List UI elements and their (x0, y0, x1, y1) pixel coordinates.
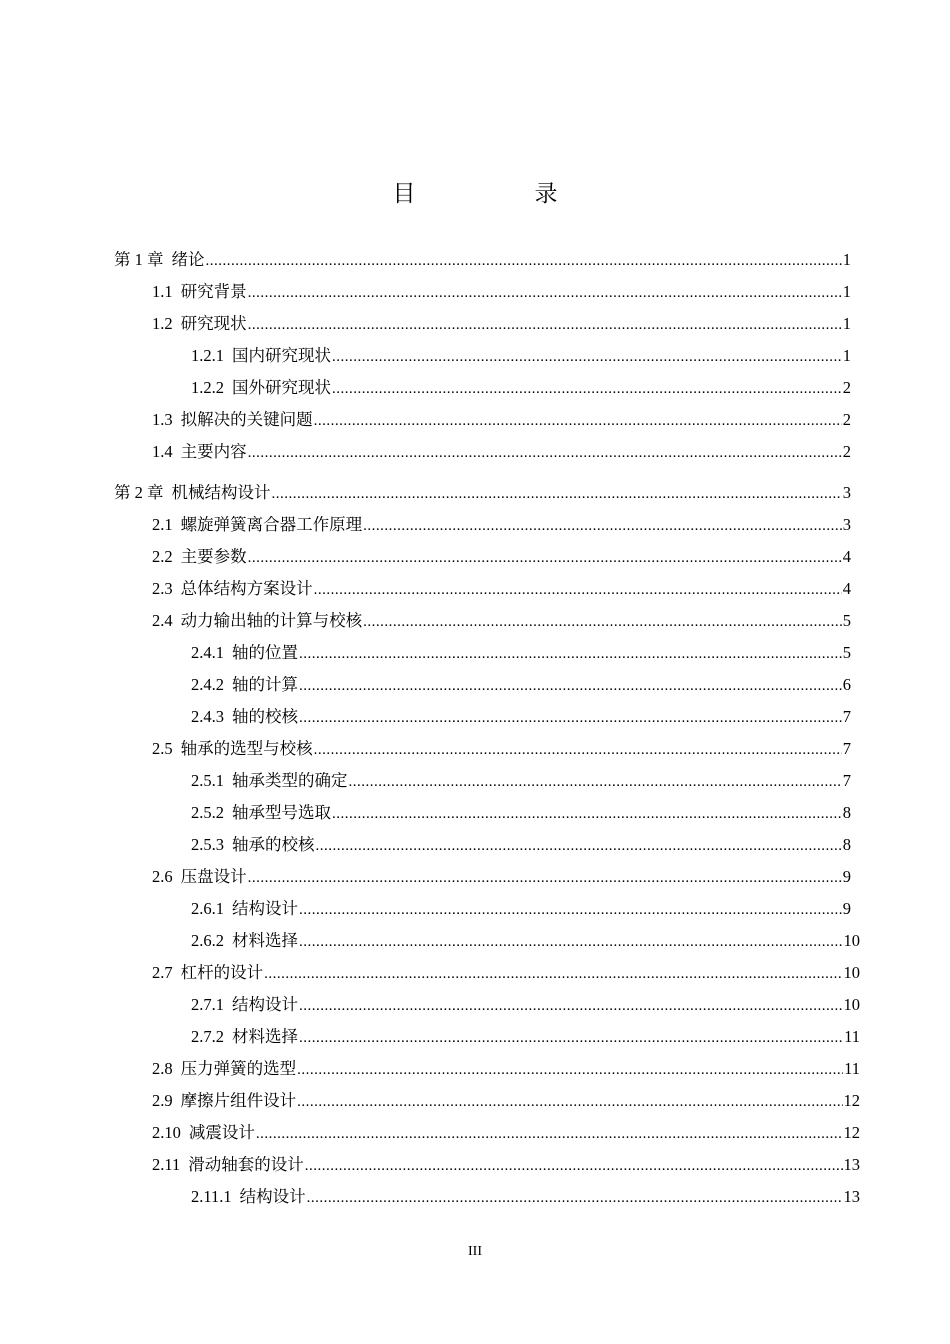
toc-leader-dots (305, 1151, 843, 1181)
toc-leader-dots (299, 991, 843, 1021)
page-footer-number: III (468, 1244, 482, 1259)
toc-leader-dots (248, 310, 842, 340)
toc-leader-dots (299, 1023, 843, 1053)
toc-entry-number: 2.7.1 (191, 995, 224, 1014)
toc-section-entry[interactable] (191, 340, 851, 372)
toc-entry-title: 结构设计 (232, 899, 298, 918)
toc-entry-title: 滑动轴套的设计 (188, 1155, 304, 1174)
toc-entry-number: 2.10 (152, 1123, 181, 1142)
toc-entry-page-number: 1 (842, 282, 851, 301)
toc-entry-title: 压盘设计 (180, 867, 247, 886)
toc-section-entry[interactable] (191, 765, 851, 797)
toc-entry-number: 1.2 (152, 314, 173, 333)
toc-entry-number: 2.11.1 (191, 1187, 232, 1206)
toc-leader-dots (349, 767, 842, 797)
toc-section-entry[interactable] (191, 989, 860, 1021)
toc-section-entry[interactable] (152, 436, 851, 468)
toc-leader-dots (248, 438, 842, 468)
toc-entry-number: 1.2.2 (191, 378, 224, 397)
toc-entry-page-number: 4 (842, 579, 851, 598)
toc-entry-number: 2.4.3 (191, 707, 224, 726)
toc-entry-number: 2.4.1 (191, 643, 224, 662)
toc-entry-page-number: 2 (842, 378, 851, 397)
toc-leader-dots (299, 927, 843, 957)
toc-entry-number: 1.3 (152, 410, 173, 429)
toc-entry-page-number: 3 (842, 515, 851, 534)
toc-entry-page-number: 5 (842, 611, 851, 630)
toc-entry-page-number: 11 (844, 1059, 860, 1078)
toc-entry-number: 2.3 (152, 579, 173, 598)
toc-section-entry[interactable] (191, 372, 851, 404)
toc-entry-title: 国外研究现状 (232, 378, 331, 397)
toc-section-entry[interactable] (191, 1021, 860, 1053)
toc-section-entry[interactable] (191, 701, 851, 733)
toc-entry-title: 国内研究现状 (232, 346, 331, 365)
toc-entry-title: 轴承型号选取 (232, 803, 331, 822)
toc-leader-dots (332, 799, 842, 829)
toc-section-entry[interactable] (152, 861, 851, 893)
toc-leader-dots (363, 607, 842, 637)
toc-chapter-entry[interactable] (114, 244, 851, 276)
toc-entry-title: 主要参数 (180, 547, 247, 566)
toc-leader-dots (332, 374, 842, 404)
toc-title: 目 录 (392, 181, 606, 206)
toc-entry-page-number: 1 (842, 314, 851, 333)
toc-section-entry[interactable] (152, 509, 851, 541)
toc-entry-page-number: 7 (842, 771, 851, 790)
toc-entry-title: 研究现状 (180, 314, 247, 333)
toc-entry-title: 研究背景 (180, 282, 247, 301)
toc-entry-page-number: 1 (842, 250, 851, 269)
toc-entry-number: 2.4.2 (191, 675, 224, 694)
toc-leader-dots (299, 671, 842, 701)
toc-section-entry[interactable] (191, 925, 860, 957)
toc-entry-number: 2.6 (152, 867, 173, 886)
toc-section-entry[interactable] (152, 276, 851, 308)
toc-entry-page-number: 5 (842, 643, 851, 662)
toc-section-entry[interactable] (152, 1149, 860, 1181)
toc-entry-title: 结构设计 (232, 995, 298, 1014)
toc-entry-page-number: 12 (843, 1091, 860, 1110)
toc-leader-dots (299, 895, 842, 925)
toc-leader-dots (264, 959, 842, 989)
toc-section-entry[interactable] (191, 637, 851, 669)
toc-entry-title: 压力弹簧的选型 (180, 1059, 297, 1078)
toc-leader-dots (299, 703, 842, 733)
toc-entry-number: 1.1 (152, 282, 173, 301)
toc-leader-dots (256, 1119, 843, 1149)
toc-entry-title: 杠杆的设计 (180, 963, 264, 982)
toc-leader-dots (314, 735, 842, 765)
toc-entry-page-number: 12 (843, 1123, 860, 1142)
toc-entry-number: 2.7.2 (191, 1027, 224, 1046)
toc-entry-number: 2.8 (152, 1059, 173, 1078)
toc-leader-dots (272, 479, 842, 509)
toc-section-entry[interactable] (152, 541, 851, 573)
toc-section-entry[interactable] (191, 893, 851, 925)
toc-entry-title: 总体结构方案设计 (180, 579, 313, 598)
toc-entry-title: 机械结构设计 (171, 483, 271, 502)
toc-entry-title: 轴承的选型与校核 (180, 739, 313, 758)
toc-entry-number: 2.6.2 (191, 931, 224, 950)
toc-section-entry[interactable] (191, 797, 851, 829)
toc-entry-page-number: 2 (842, 442, 851, 461)
toc-leader-dots (332, 342, 842, 372)
toc-leader-dots (248, 278, 842, 308)
toc-entry-title: 轴的计算 (232, 675, 298, 694)
toc-section-entry[interactable] (152, 733, 851, 765)
toc-leader-dots (316, 831, 842, 861)
toc-entry-number: 2.2 (152, 547, 173, 566)
toc-entry-title: 结构设计 (239, 1187, 306, 1206)
toc-entry-title: 主要内容 (180, 442, 247, 461)
toc-entry-title: 螺旋弹簧离合器工作原理 (180, 515, 363, 534)
toc-entry-title: 轴的校核 (232, 707, 298, 726)
toc-leader-dots (297, 1055, 843, 1085)
toc-entry-page-number: 13 (843, 1187, 860, 1206)
toc-leader-dots (297, 1087, 842, 1117)
toc-entry-page-number: 1 (842, 346, 851, 365)
toc-entry-page-number: 10 (843, 995, 860, 1014)
toc-entry-number: 2.1 (152, 515, 173, 534)
toc-entry-number: 2.6.1 (191, 899, 224, 918)
toc-entry-page-number: 7 (842, 707, 851, 726)
toc-entry-number: 2.5.1 (191, 771, 224, 790)
toc-entry-number: 2.9 (152, 1091, 173, 1110)
toc-leader-dots (299, 639, 842, 669)
toc-section-entry[interactable] (152, 605, 851, 637)
toc-section-entry[interactable] (191, 669, 851, 701)
toc-entry-title: 绪论 (171, 250, 205, 269)
toc-entry-page-number: 11 (844, 1027, 860, 1046)
toc-entry-number: 2.4 (152, 611, 173, 630)
toc-leader-dots (248, 863, 842, 893)
toc-entry-page-number: 13 (843, 1155, 860, 1174)
toc-leader-dots (206, 246, 842, 276)
toc-entry-title: 轴的位置 (232, 643, 298, 662)
toc-entry-number: 2.5.2 (191, 803, 224, 822)
toc-leader-dots (314, 406, 842, 436)
toc-section-entry[interactable] (152, 404, 851, 436)
toc-section-entry[interactable] (191, 829, 851, 861)
toc-section-entry[interactable] (152, 1053, 860, 1085)
toc-section-entry[interactable] (152, 1117, 860, 1149)
toc-leader-dots (248, 543, 842, 573)
toc-leader-dots (314, 575, 842, 605)
toc-entry-page-number: 2 (842, 410, 851, 429)
toc-section-entry[interactable] (191, 1181, 860, 1213)
toc-entry-page-number: 3 (842, 483, 851, 502)
toc-entry-title: 轴承类型的确定 (232, 771, 348, 790)
toc-entry-number: 2.7 (152, 963, 173, 982)
toc-section-entry[interactable] (152, 957, 860, 989)
toc-entry-page-number: 9 (842, 899, 851, 918)
toc-entry-number: 第 1 章 (114, 250, 164, 269)
toc-entry-number: 2.5 (152, 739, 173, 758)
toc-section-entry[interactable] (152, 1085, 860, 1117)
toc-section-entry[interactable] (152, 308, 851, 340)
toc-entry-page-number: 8 (842, 835, 851, 854)
toc-leader-dots (307, 1183, 843, 1213)
toc-entry-page-number: 10 (843, 963, 860, 982)
toc-entry-page-number: 9 (842, 867, 851, 886)
toc-entry-title: 摩擦片组件设计 (180, 1091, 297, 1110)
toc-chapter-entry[interactable] (114, 477, 851, 509)
toc-entry-page-number: 4 (842, 547, 851, 566)
toc-entry-title: 动力输出轴的计算与校核 (180, 611, 363, 630)
toc-entry-page-number: 6 (842, 675, 851, 694)
toc-entry-title: 材料选择 (232, 931, 298, 950)
toc-leader-dots (363, 511, 842, 541)
toc-entry-title: 拟解决的关键问题 (180, 410, 313, 429)
toc-entry-number: 1.4 (152, 442, 173, 461)
toc-entry-page-number: 8 (842, 803, 851, 822)
toc-entry-page-number: 7 (842, 739, 851, 758)
toc-entry-page-number: 10 (843, 931, 860, 950)
toc-entry-number: 第 2 章 (114, 483, 164, 502)
toc-entry-title: 材料选择 (232, 1027, 298, 1046)
toc-entry-number: 1.2.1 (191, 346, 224, 365)
toc-entry-number: 2.11 (152, 1155, 181, 1174)
toc-entry-number: 2.5.3 (191, 835, 224, 854)
toc-section-entry[interactable] (152, 573, 851, 605)
toc-entry-title: 减震设计 (188, 1123, 255, 1142)
toc-entry-title: 轴承的校核 (232, 835, 315, 854)
